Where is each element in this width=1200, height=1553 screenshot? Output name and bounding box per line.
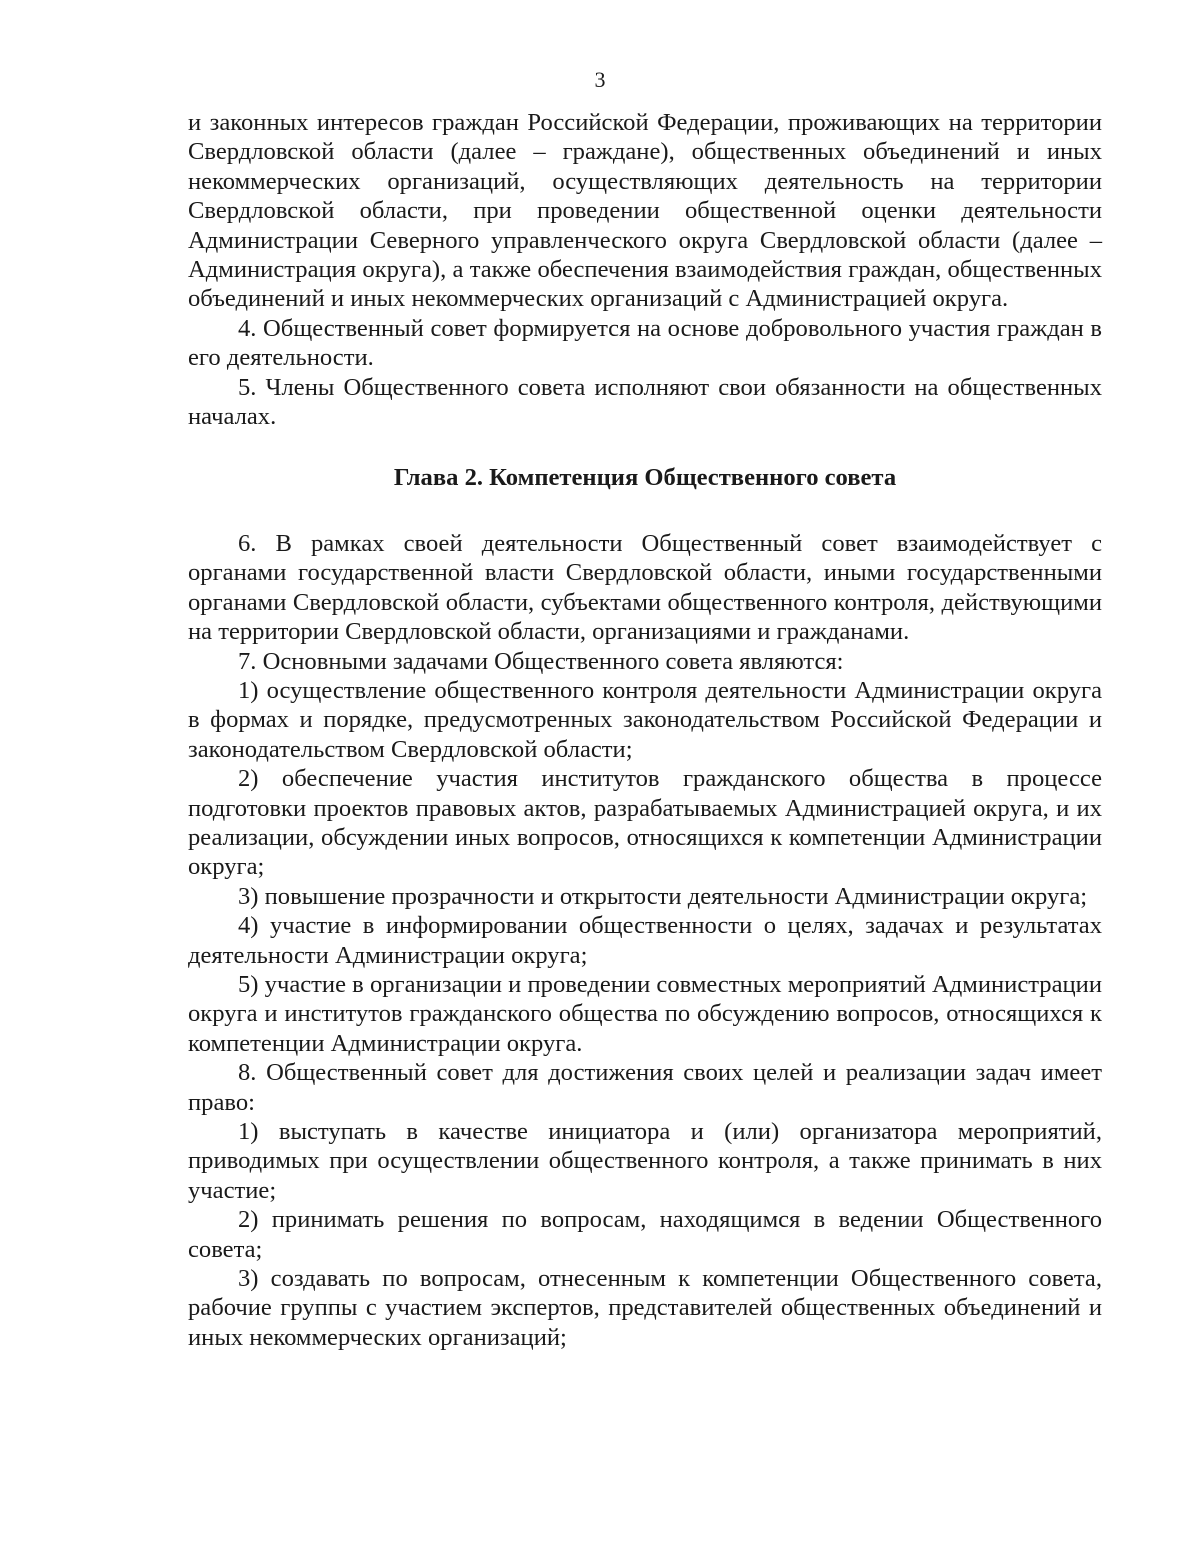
paragraph-8-item-2: 2) принимать решения по вопросам, находящимся в ведении Общественного совета; (188, 1206, 1102, 1263)
paragraph-8-item-3: 3) создавать по вопросам, отнесенным к компетенции Общественного совета, рабочие группы с участием экспертов, представителей общественных объединений и иных некоммерческих организаций; (188, 1265, 1102, 1351)
paragraph-7-item-5: 5) участие в организации и проведении совместных мероприятий Администрации округа и институтов гражданского общества по обсуждению вопросов, относящихся к компетенции Администрации округа. (188, 970, 1102, 1057)
paragraph-8-item-1: 1) выступать в качестве инициатора и (или) организатора мероприятий, приводимых при осуществлении общественного контроля, а также принимать в них участие; (188, 1118, 1102, 1204)
paragraph-7-item-2: 2) обеспечение участия институтов гражданского общества в процессе подготовки проектов правовых актов, разрабатываемых Администрацией округа, и их реализации, обсуждении иных вопросов, относящихся к компетенции Администрации округа; (188, 765, 1102, 881)
paragraph-7-item-4: 4) участие в информировании общественности о целях, задачах и результатах деятельности Администрации округа; (188, 912, 1102, 969)
paragraph-7: 7. Основными задачами Общественного совета являются: (238, 647, 844, 675)
paragraph-8: 8. Общественный совет для достижения своих целей и реализации задач имеет право: (188, 1059, 1102, 1116)
paragraph-6: 6. В рамках своей деятельности Общественный совет взаимодействует с органами государственной власти Свердловской области, иными государственными органами Свердловской области, субъектами общественного контроля, действующими на территории Свердловской области, организациями и гражданами. (188, 529, 1102, 646)
chapter-heading: Глава 2. Компетенция Общественного совета (393, 464, 897, 492)
paragraph-7-item-3: 3) повышение прозрачности и открытости деятельности Администрации округа; (238, 882, 1088, 910)
page-number: 3 (594, 67, 606, 92)
paragraph-5: 5. Члены Общественного совета исполняют свои обязанности на общественных началах. (188, 373, 1102, 431)
document-body (188, 108, 1102, 1352)
paragraph-4: 4. Общественный совет формируется на основе добровольного участия граждан в его деятельности. (188, 314, 1102, 372)
paragraph-7-item-1: 1) осуществление общественного контроля деятельности Администрации округа в формах и порядке, предусмотренных законодательством Российской Федерации и законодательством Свердловской области; (188, 676, 1102, 763)
paragraph-intro-continuation: и законных интересов граждан Российской Федерации, проживающих на территории Свердловской области (далее – граждане), общественных объединений и иных некоммерческих организаций, осуществляющих деятельность на территории Свердловской области, при проведении общественной оценки деятельности Администрации Северного управленческого округа Свердловской области (далее – Администрация округа), а также обеспечения взаимодействия граждан, общественных объединений и иных некоммерческих организаций с Администрацией округа. (188, 109, 1102, 313)
